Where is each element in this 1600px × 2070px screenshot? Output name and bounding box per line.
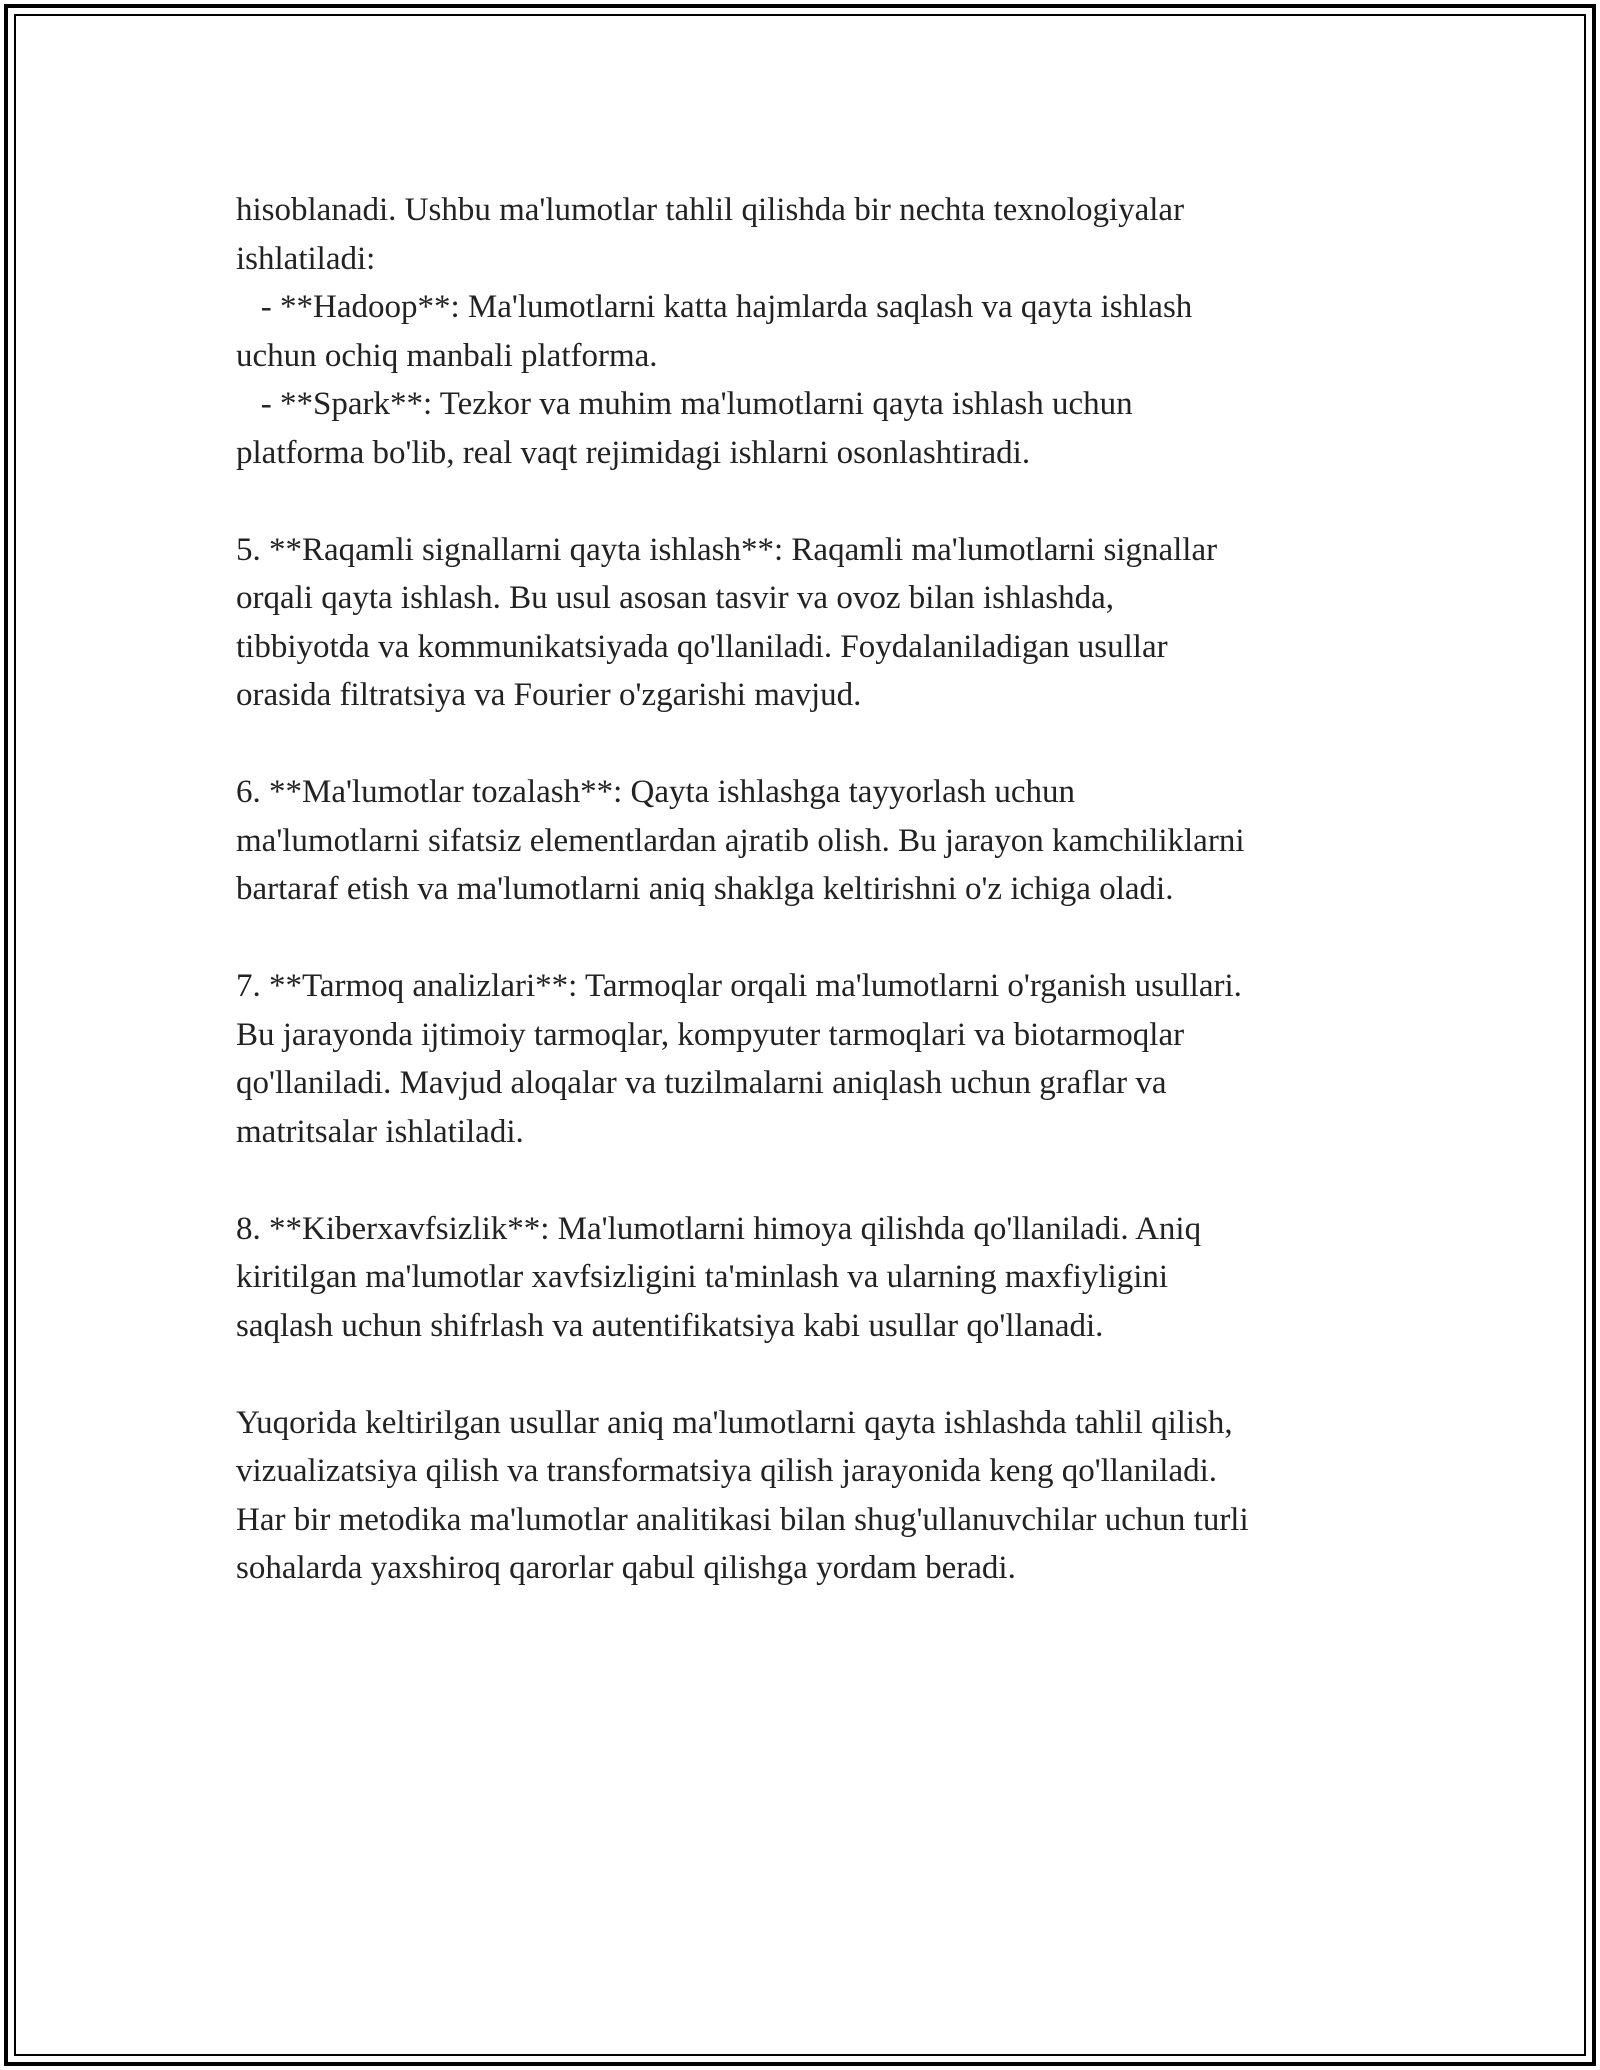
text-line: Bu jarayonda ijtimoiy tarmoqlar, kompyuter tarmoqlari va biotarmoqlar — [236, 1016, 1185, 1053]
text-line: ma'lumotlarni sifatsiz elementlardan ajratib olish. Bu jarayon kamchiliklarni — [236, 822, 1245, 859]
text-line: 8. **Kiberxavfsizlik**: Ma'lumotlarni himoya qilishda qo'llaniladi. Aniq — [236, 1210, 1202, 1247]
text-line: platforma bo'lib, real vaqt rejimidagi ishlarni osonlashtiradi. — [236, 434, 1031, 471]
paragraph-item-8 — [236, 1205, 1386, 1351]
text-line: - **Hadoop**: Ma'lumotlarni katta hajmlarda saqlash va qayta ishlash — [236, 289, 1193, 325]
text-line: qo'llaniladi. Mavjud aloqalar va tuzilmalarni aniqlash uchun graflar va — [236, 1065, 1167, 1101]
text-line: Har bir metodika ma'lumotlar analitikasi bilan shug'ullanuvchilar uchun turli — [236, 1501, 1249, 1538]
text-line: 6. **Ma'lumotlar tozalash**: Qayta ishlashga tayyorlash uchun — [236, 774, 1076, 810]
text-line: saqlash uchun shifrlash va autentifikatsiya kabi usullar qo'llanadi. — [236, 1307, 1104, 1344]
text-line: vizualizatsiya qilish va transformatsiya qilish jarayonida keng qo'llaniladi. — [236, 1453, 1218, 1489]
text-line: uchun ochiq manbali platforma. — [236, 337, 658, 374]
text-line: kiritilgan ma'lumotlar xavfsizligini ta'minlash va ularning maxfiyligini — [236, 1259, 1169, 1295]
document-body — [236, 186, 1386, 1641]
paragraph-item-7 — [236, 962, 1386, 1156]
text-line: tibbiyotda va kommunikatsiyada qo'llaniladi. Foydalaniladigan usullar — [236, 628, 1168, 665]
text-line: orasida filtratsiya va Fourier o'zgarishi mavjud. — [236, 677, 862, 713]
text-line: 5. **Raqamli signallarni qayta ishlash**: Raqamli ma'lumotlarni signallar — [236, 531, 1218, 568]
text-line: ishlatiladi: — [236, 240, 376, 277]
paragraph-item-6 — [236, 768, 1386, 914]
text-line: bartaraf etish va ma'lumotlarni aniq shaklga keltirishni o'z ichiga oladi. — [236, 871, 1174, 907]
paragraph-item-5 — [236, 526, 1386, 720]
text-line: hisoblanadi. Ushbu ma'lumotlar tahlil qilishda bir nechta texnologiyalar — [236, 192, 1185, 228]
text-line: Yuqorida keltirilgan usullar aniq ma'lumotlarni qayta ishlashda tahlil qilish, — [236, 1404, 1233, 1441]
text-line: 7. **Tarmoq analizlari**: Tarmoqlar orqali ma'lumotlarni o'rganish usullari. — [236, 968, 1242, 1004]
paragraph-technologies — [236, 186, 1386, 477]
text-line: - **Spark**: Tezkor va muhim ma'lumotlarni qayta ishlash uchun — [236, 386, 1133, 422]
paragraph-conclusion — [236, 1399, 1386, 1593]
text-line: sohalarda yaxshiroq qarorlar qabul qilishga yordam beradi. — [236, 1550, 1016, 1586]
text-line: orqali qayta ishlash. Bu usul asosan tasvir va ovoz bilan ishlashda, — [236, 580, 1115, 616]
text-line: matritsalar ishlatiladi. — [236, 1113, 524, 1150]
